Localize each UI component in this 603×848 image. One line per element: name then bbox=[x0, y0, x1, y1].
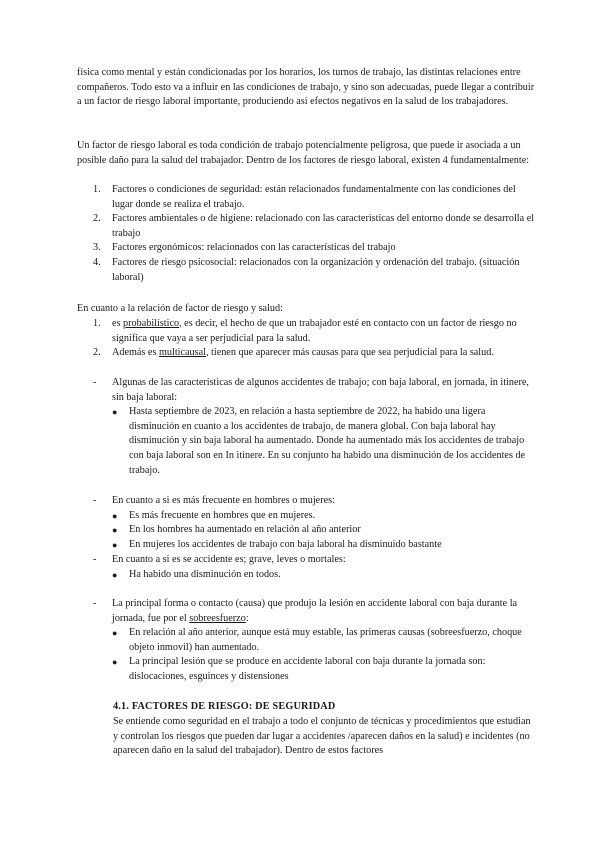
section-paragraph: Se entiende como seguridad en el trabajo a todo el conjunto de técnicas y procedimientos que estudian y controlan los riesgos que pueden dar lugar a accidentes /aparecen daños en la salud) e incidentes (no aparecen daño en la salud del trabajador). Dentro de estos factores bbox=[113, 716, 531, 757]
list-number: 3. bbox=[93, 242, 101, 254]
list-item-post: , tienen que aparecer más causas para que sea perjudicial para la salud. bbox=[205, 347, 494, 359]
bullet-icon: ● bbox=[112, 407, 118, 418]
dash-section-text: En cuanto a si es se accidente es; grave, leves o mortales: bbox=[112, 554, 346, 565]
underlined-term: multicausal bbox=[158, 347, 206, 359]
list-item-text: Factores ambientales o de higiene: relacionado con las características del entorno donde se desarrolla el trabajo bbox=[112, 213, 535, 239]
underlined-term: probabilístico bbox=[123, 318, 180, 329]
dash-marker: - bbox=[93, 495, 97, 506]
list-number: 2. bbox=[93, 347, 101, 359]
list-number: 2. bbox=[93, 213, 101, 225]
list-item-post: , es decir, el hecho de que un trabajador esté en contacto con un factor de riesgo no significa que vaya a ser perjudicial para la salud. bbox=[112, 318, 517, 344]
list-item-text: Factores de riesgo psicosocial: relacionados con la organización y ordenación del trabajo. (situación laboral) bbox=[112, 256, 520, 283]
dash-marker: - bbox=[93, 598, 97, 609]
list-item bbox=[77, 317, 535, 346]
bullet-icon: ● bbox=[112, 569, 118, 580]
bullet-text: En los hombres ha aumentado en relación al año anterior bbox=[129, 524, 361, 536]
bullet-text: Ha habido una disminución en todos. bbox=[129, 568, 281, 580]
section-heading: 4.1. FACTORES DE RIESGO: DE SEGURIDAD bbox=[113, 701, 336, 712]
dash-marker: - bbox=[93, 377, 97, 388]
dash-text-post: : bbox=[245, 612, 249, 624]
bullet-item bbox=[112, 523, 533, 538]
bullet-item bbox=[112, 509, 533, 524]
risk-factor-paragraph: Un factor de riesgo laboral es toda condición de trabajo potencialmente peligrosa, que puede ir asociada a un posible daño para la salud del trabajador. Dentro de los factores de riesgo laboral, existen 4 fundamentalmente: bbox=[77, 140, 530, 166]
list-number: 1. bbox=[93, 318, 101, 329]
relation-list bbox=[77, 317, 535, 361]
list-item-text: Factores ergonómicos: relacionados con las características del trabajo bbox=[112, 242, 396, 254]
bullet-text: En mujeres los accidentes de trabajo con baja laboral ha disminuido bastante bbox=[129, 538, 442, 550]
dash-marker: - bbox=[93, 554, 97, 565]
dash-section-text: Algunas de las características de algunos accidentes de trabajo; con baja laboral, en jornada, in itinere, sin baja laboral: bbox=[112, 377, 529, 403]
relation-intro: En cuanto a la relación de factor de riesgo y salud: bbox=[77, 303, 283, 314]
bullet-icon: ● bbox=[112, 539, 118, 550]
bullet-icon: ● bbox=[112, 510, 118, 521]
bullet-list bbox=[112, 405, 533, 478]
dash-section bbox=[93, 597, 533, 685]
list-item bbox=[77, 212, 535, 241]
dash-section bbox=[93, 494, 533, 552]
list-number: 4. bbox=[93, 256, 101, 268]
list-item bbox=[77, 183, 535, 212]
bullet-item bbox=[112, 538, 533, 553]
factors-list bbox=[77, 183, 535, 285]
bullet-icon: ● bbox=[112, 657, 118, 668]
bullet-item bbox=[112, 568, 533, 583]
list-number: 1. bbox=[93, 184, 101, 195]
bullet-list bbox=[112, 626, 533, 684]
dash-section-text bbox=[112, 597, 533, 626]
bullet-item bbox=[112, 655, 533, 684]
list-item bbox=[77, 346, 535, 361]
list-item-text: Factores o condiciones de seguridad: están relacionados fundamentalmente con las condiciones del lugar donde se realiza el trabajo. bbox=[112, 184, 516, 210]
bullet-text: En relación al año anterior, aunque está muy estable, las primeras causas (sobreesfuerzo, choque objeto inmovil) han aumentado. bbox=[129, 627, 522, 653]
list-item bbox=[77, 256, 535, 285]
dash-text-pre: La principal forma o contacto (causa) que produjo la lesión en accidente laboral con baja durante la jornada, fue por el bbox=[112, 598, 518, 624]
underlined-term: sobreesfuerzo bbox=[189, 612, 246, 624]
list-item bbox=[77, 241, 535, 256]
dash-section-text: En cuanto a si es más frecuente en hombres o mujeres: bbox=[112, 495, 335, 506]
bullet-list bbox=[112, 509, 533, 553]
bullet-item bbox=[112, 626, 533, 655]
bullet-text: La principal lesión que se produce en accidente laboral con baja durante la jornada son: dislocaciones, esguinces y distensiones bbox=[129, 656, 486, 682]
list-item-pre: Además es bbox=[112, 347, 159, 359]
bullet-item bbox=[112, 405, 533, 478]
bullet-text: Es más frecuente en hombres que en mujeres. bbox=[129, 509, 316, 521]
dash-section bbox=[93, 553, 533, 582]
bullet-icon: ● bbox=[112, 628, 118, 639]
bullet-list bbox=[112, 568, 533, 583]
bullet-icon: ● bbox=[112, 525, 118, 536]
intro-paragraph: física como mental y están condicionadas por los horarios, los turnos de trabajo, las distintas relaciones entre compañeros. Todo esto va a influir en las condiciones de trabajo, y sino son adecuadas, puede llegar a contribuir a un factor de riesgo laboral importante, produciendo así efectos negativos en la salud de los trabajadores. bbox=[77, 67, 535, 108]
list-item-pre: es bbox=[112, 318, 124, 329]
bullet-text: Hasta septiembre de 2023, en relación a hasta septiembre de 2022, ha habido una ligera disminución en cuanto a los accidentes de trabajo, de manera global. Con baja laboral hay disminución y sin baja laboral ha aumentado. Donde ha aumentado más los accidentes de trabajo con baja laboral son en In itinere. En su conjunto ha habido una disminución de los accidentes de trabajo. bbox=[129, 406, 526, 476]
dash-section bbox=[93, 376, 533, 478]
